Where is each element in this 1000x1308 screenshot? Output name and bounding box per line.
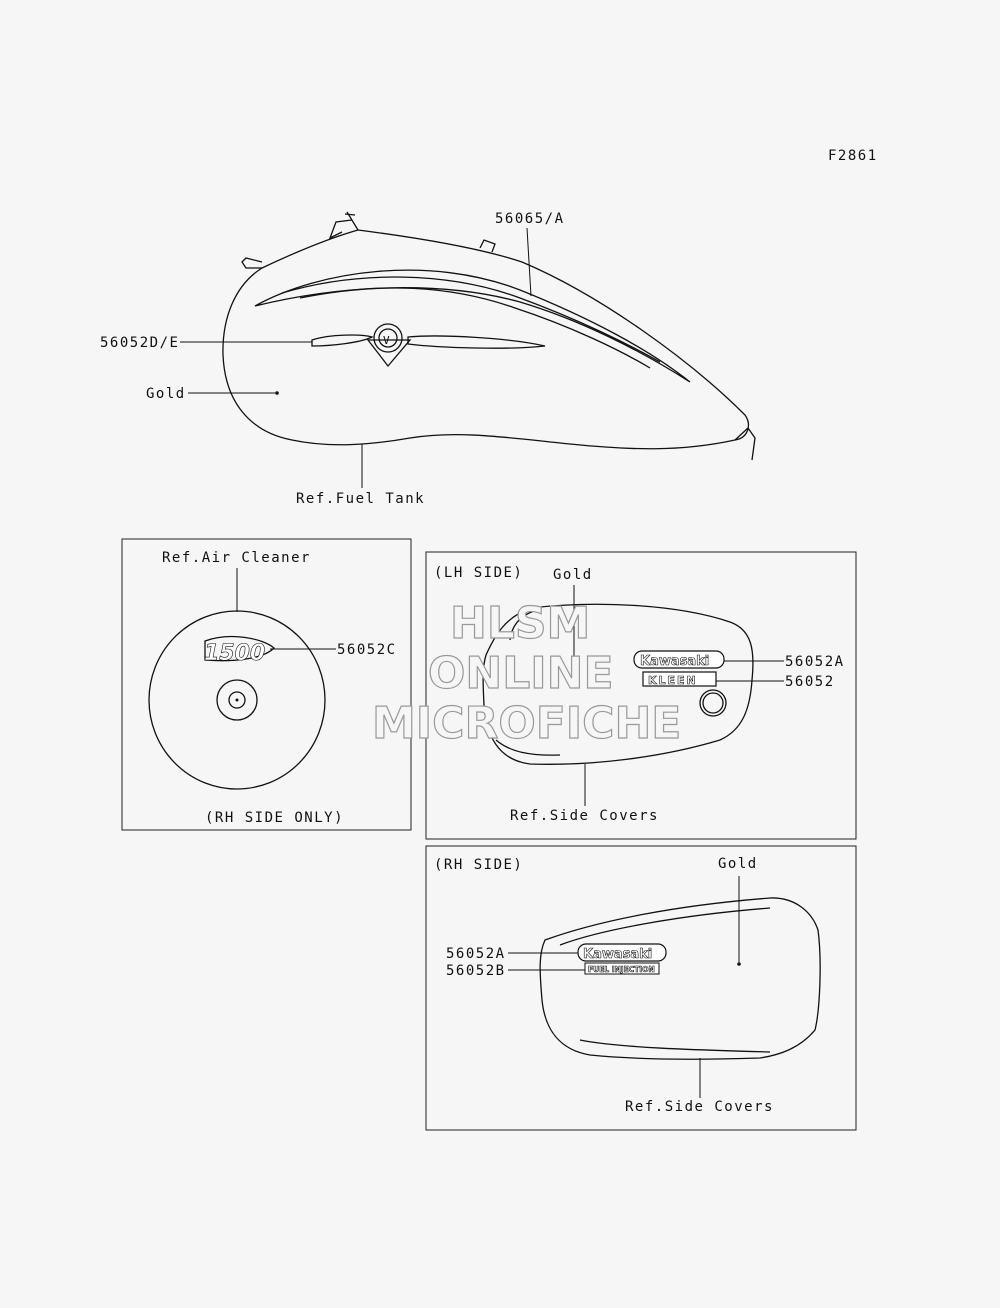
rh-fuel-injection-decal <box>585 963 659 974</box>
lh-kleen-decal <box>643 672 716 687</box>
lh-side-title: (LH SIDE) <box>434 565 524 581</box>
rh-fuel-injection-decal-text: FUEL INJECTION <box>588 965 655 974</box>
rh-side-color-label: Gold <box>718 856 758 872</box>
rh-side-panel <box>426 846 856 1130</box>
lh-callout-56052a: 56052A <box>785 654 845 670</box>
watermark <box>372 598 681 749</box>
tank-mount-rear <box>735 428 755 460</box>
fuel-tank-color-label: Gold <box>146 386 186 402</box>
air-cleaner-panel <box>122 539 411 830</box>
air-cleaner-1500-decal <box>204 637 274 666</box>
tank-stripe-decal <box>255 270 690 382</box>
tank-emblem-decal <box>312 335 545 348</box>
lh-kawasaki-decal-text: Kawasaki <box>640 654 710 669</box>
rh-side-title: (RH SIDE) <box>434 857 524 873</box>
tank-stripe-line <box>282 277 660 362</box>
rh-callout-56052a: 56052A <box>446 946 506 962</box>
callout-56052d: 56052D/E <box>100 335 180 351</box>
leader-line <box>527 228 531 296</box>
rh-side-cover <box>540 898 820 1059</box>
rh-ref-side-covers-label: Ref.Side Covers <box>625 1099 774 1115</box>
rh-side-only-note: (RH SIDE ONLY) <box>205 810 345 826</box>
lh-ref-side-covers-label: Ref.Side Covers <box>510 808 659 824</box>
tank-stripe-line <box>300 288 650 368</box>
rh-callout-56052b: 56052B <box>446 963 506 979</box>
watermark-line3: MICROFICHE <box>372 698 682 749</box>
lh-side-cover-grommet <box>703 693 723 713</box>
tank-tab-rear <box>480 240 495 252</box>
ref-air-cleaner-label: Ref.Air Cleaner <box>162 550 311 566</box>
decal-1500-text: 1500 <box>204 641 266 666</box>
figure-code: F2861 <box>828 148 878 164</box>
watermark-line1: HLSM <box>450 598 591 649</box>
rh-kawasaki-decal <box>578 944 666 962</box>
tank-emblem-v-letter: V <box>383 334 392 347</box>
callout-56065: 56065/A <box>495 211 565 227</box>
callout-56052c: 56052C <box>337 642 397 658</box>
gold-color-dot <box>737 962 741 966</box>
gold-color-dot <box>275 391 279 395</box>
air-cleaner-cover <box>149 611 325 789</box>
fuel-tank-body <box>223 230 748 449</box>
ref-fuel-tank-label: Ref.Fuel Tank <box>296 491 426 507</box>
watermark-line2: ONLINE <box>428 648 614 699</box>
lh-callout-56052: 56052 <box>785 674 835 690</box>
lh-kleen-decal-text: KLEEN <box>648 674 698 687</box>
fuel-tank <box>223 212 755 460</box>
rh-kawasaki-decal-text: Kawasaki <box>583 947 653 962</box>
lh-kawasaki-decal <box>634 651 724 669</box>
tank-tab-front <box>242 258 262 268</box>
lh-side-color-label: Gold <box>553 567 593 583</box>
lh-side-cover-grommet <box>700 690 726 716</box>
